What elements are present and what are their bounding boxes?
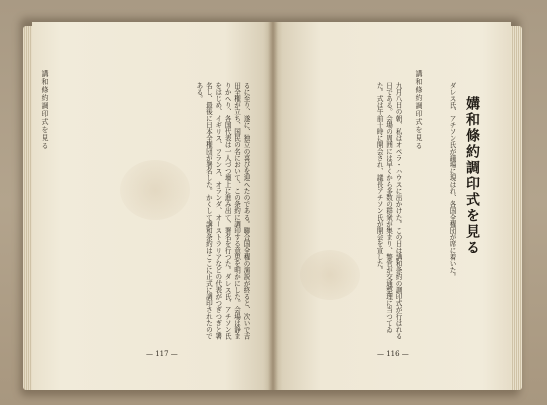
running-head-left: 講和條約調印式を見る	[41, 70, 49, 150]
left-page-text: るに至り、遂に、独立の喜びを迎へたのである。聯合国全権の演説が終ると、次いで吉田全権が立ち、国民の名において、この条約に調印する意思を明かにした。会場は静まりかへり、各国代表は一人づつ壇上に進み出て、署名を行つた。ダレス氏、アチソン氏をはじめ、イギリス、フランス、オランダ、オーストラリアなどの代表がつぎつぎと署名し、最後に日本全権団が署名した。かくして講和条約はここに正式に調印されたのである。	[194, 82, 250, 340]
right-page-intro-text: ダレス氏、アチソン氏が議場に現はれ、各国全権団が席に着いた。	[448, 82, 456, 280]
running-head-right: 講和條約調印式を見る	[415, 70, 423, 150]
page-number-right: — 116 —	[377, 350, 409, 358]
page-edges-right	[510, 26, 522, 390]
book-gutter	[268, 22, 278, 390]
right-page-text: 九月八日の朝、私はオペラ・ハウスに出かけた。この日は講和条約の調印式が行はれる日である。会場の周囲には早くから多数の群衆が集まり、警官が交通整理に当つてゐた。式は午前十時に開会され、議長アチソン氏が開会を宣した。	[375, 82, 402, 340]
section-title: 媾和條約調印式を見る	[464, 96, 480, 256]
page-number-left: — 117 —	[146, 350, 178, 358]
